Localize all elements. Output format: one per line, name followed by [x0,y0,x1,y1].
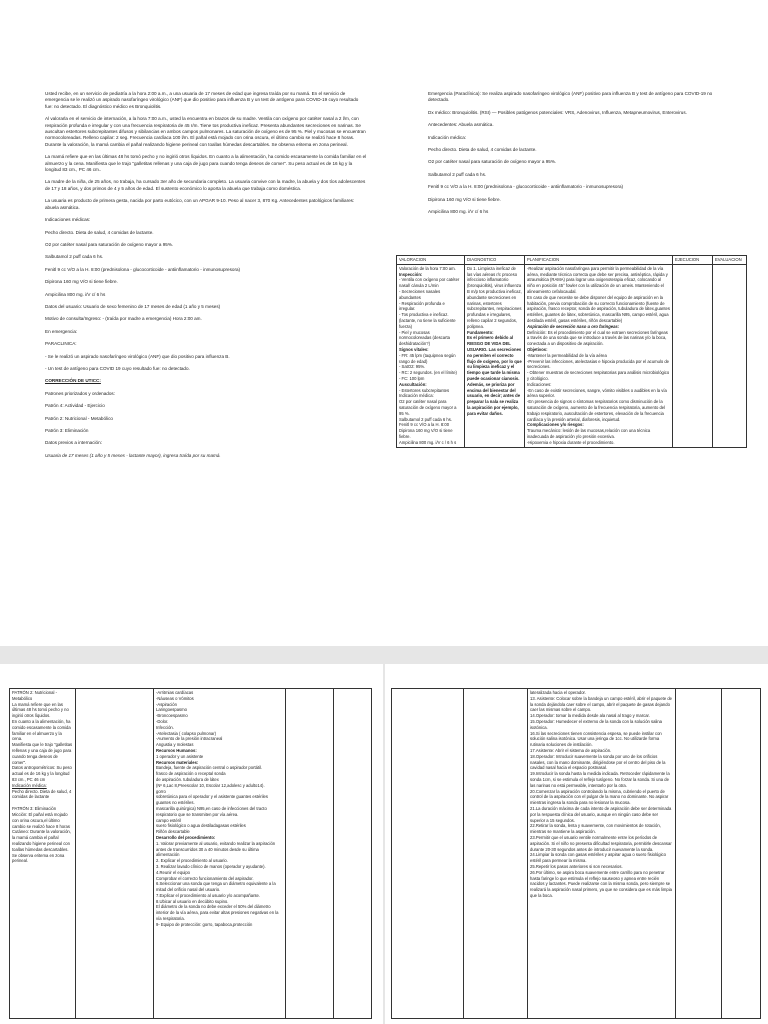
nursing-process-table [391,688,761,1019]
cell-line: sobretúnica para el operador y el asistente guantes estériles [156,794,268,800]
column-header: DIAGNOSTICO [465,256,525,265]
cell-line: - Tos productiva e ineficaz. (lactante, no tiene la suficiente fuerza) [399,312,456,329]
cell-line: - Obtener muestras de secreciones respiratorias para análisis microbiológico y citológico. [527,370,670,381]
cell-line: El diámetro de la sonda no debe exceder el 50% del diámetro interior de la vía aérea, para evitar altas presiones negativas en la vía respiratoria. [156,904,279,922]
cell-line: - FR: 45 lpm (taquipnea según rango de edad) [399,352,456,364]
cell-line: mascarilla quirúrgica) N95,en caso de infecciones del tracto respiratorio que se transmiten por vía aérea. [156,805,267,817]
planificacion-cell [154,689,286,1019]
paragraph: Salbutamol 2 puff cada 6 hs. [428,171,487,177]
cell-line: Trauma mecánico: lesión de las mucosas,relación con una técnica inadecuada de aspiración y/o presión excesiva. [527,428,651,439]
paragraph: Pecho directo. Dieta de salud, 4 comidas de lactante. [45,229,154,235]
cell-line: Complicaciones y/o riesgos: [527,422,584,428]
cell-line: Aspiración de secreción naso u oro faríngeas: [527,323,620,329]
cell-line: Dipirona 160 mg V/O si tiene fiebre. [399,428,453,439]
cell-line: - Piel y mucosas normocoloreadas (descarta deshidratación?) [399,329,450,347]
cell-line: 24.Limpiar la sonda con gasas estériles y aspirar agua o suero fisiológico estéril para permear la misma. [530,852,666,864]
cell-line: 18.Operador: Introducir suavemente la sonda por uno de los orificios nasales, con la mano dominante, dirigiéndose por el centro del piso de la cavidad nasal hacia el espacio postnasal. [530,753,666,771]
cell-line: En cuanto a la alimentación, ha comido escasamente la comida familiar en el almuerzo y la cena. [12,718,71,742]
paragraph: Patrón 2: Nutricional - Metabólico [45,415,113,421]
cell-line: - RC: 2 segundos. (en el límite) [399,370,457,376]
cell-line: - SatO2: 95%. [399,364,426,370]
cell-line: 3. Realizar lavado clínico de manos (operador y ayudante). [156,863,266,869]
cell-line: -Realizar aspiración nasofaríngea para permitir la permeabilidad de la vía aérea, mediante técnica correcta que debe ser precisa, antiséptica, rápida y atraumática (RAMA) para lograr una oxigenoterapia eficaz, colocando al niño en posición 45° fowler con la utilización de un ameis. Manteniendo el alineamiento cefalocaudal. [527,265,668,294]
cell-line: Infección. [156,724,174,730]
evaluacion-cell [713,264,747,447]
cell-line: guantes no estériles. [156,800,195,806]
paragraph: - Se le realizó un aspirado nasofaríngeo virológico (ANF) que dio positivo para influenza B. [45,353,230,359]
cell-line: Salbutamol 2 puff cada 6 hs. [399,416,453,422]
procedure-steps-cell [528,689,676,1019]
cell-line: Angustia y molestas [156,742,194,748]
paragraph: Dipirona 160 mg V/O si tiene fiebre. [45,279,118,285]
paragraph: Ampicilina 800 mg. i/V c/ 6 hs [428,209,489,215]
cell-line: 1. Valorar previamente al usuario, evitando realizar la aspiración antes de transcurridos 30 a 40 minutos desde su última alimentación [156,840,276,858]
patterns-cell [10,689,76,1019]
cell-line: suero fisiológico o agua destiladagasas estériles [156,823,246,829]
paragraph: Al valorarla en el servicio de internación, a la hora 7:00 a.m., usted la encuentra en brazos de su madre. Ventila con oxígeno por catéter nasal a 2 l/m, con respiración profunda e irregular y con una frecuencia respiratoria de 45 r/m. Tiene tos productiva ineficaz. Presenta abundantes secreciones en narinas. Se auscultan estertores subcrepitantes difusos y sibilancias en ambos campos pulmonares. La saturación de oxígeno es de 95 %. Piel y mucosas se encuentran normocoloreadas. Relleno capilar: 2 seg. Frecuencia cardíaca 100 l/m. El pañal está mojado con orina oscura, el último cambio se realizó hace 8 horas. Durante la valoración, la mamá cambia el pañal realizando higiene perineal con toallas húmedas descartables. Se observa eritema en zona perineal. [45,116,366,147]
cell-line: Indicación médica: [399,393,434,399]
diagnostico-cell [465,264,525,447]
cell-line: PATRÓN 2: Nutricional - Metabólico [12,690,57,701]
cell-line: Laringoespasmo [156,707,187,713]
paragraph: Datos previos a internación: [45,440,102,446]
indications-column [428,91,728,221]
cell-line: -Aumento de la presión intracraneal [156,736,223,742]
paragraph: Motivo de consulta/Ingreso: - (traída por madre a emergencia) Hora 2:00 am. [45,316,202,322]
empty-cell [722,689,761,1019]
empty-cell [286,689,334,1019]
paragraph: Emergencia (Paraclínica): Se realiza aspirado nasofaríngeo virológico (ANF) positivo para influenza B y test de antígeno para COVID-19 no detectado. [428,91,713,103]
nursing-process-table [9,688,372,1019]
cell-line: Indicaciones: [527,381,552,387]
empty-cell [76,689,154,1019]
nursing-process-table [396,255,747,448]
empty-cell [464,689,528,1019]
paragraph: Dx médico: Bronquiolitis. (RSI) — Posibles patógenos potenciales: VRS, Adenovirus, Influenza, Metapneumovirus, Enterovirus. [428,109,687,115]
paragraph: Patrón 3: Eliminación [45,428,89,433]
cell-line: -Prevenir las infecciones, atelectasias e hipoxia producida por el acumulo de secreciones. [527,358,669,370]
paragraph: Antecedentes: Abuela asmática. [428,122,494,128]
column-header: PLANIFICACION [525,256,673,265]
paragraph: Pecho directo. Dieta de salud, 4 comidas de lactante. [428,147,537,153]
paragraph: PARACLINICA: [45,341,77,347]
cell-line: 20.Comenzar la aspiración controlando la misma, cubriendo el puerto de control de la aspiración con el pulgar de la mano no dominante. No aspirar mientras ingresa la sonda para no lesionar la mucosa. [530,788,669,806]
cell-line: 21.La duración máxima de cada intento de aspiración debe ser determinada por la respuesta clínica del usuario, aunque en ningún caso debe ser superior a 15 segundos. [530,805,672,823]
cell-line: gorro [156,788,166,794]
cell-line: 23.Permitir que el usuario ventile normalmente entre los períodos de aspiración. Si el niño no presenta dificultad respiratoria, permitirle descansar durante 20-30 segundos antes de introducir nuevamente la sonda. [530,834,672,852]
cell-line: Inspección: [399,271,423,277]
cell-line: Fenitl 9 cc V/O a la H. 8:00 [399,422,450,428]
cell-line: 16.Si las secreciones tienen consistencia espesa, se puede instilar con solución salina isotónica. Usar una jeringa de 1cc. No utilizarde forma rutinaria soluciones de instilación. [530,730,662,748]
cell-line: lateralizada hacia el operador. [530,690,586,695]
cell-line: -Hipoxemia e hipoxia durante el procedimiento. [527,439,615,445]
cell-line: Comprobar el correcto funcionamiento del aspirador. [156,875,254,881]
cell-line: 25.Repetir los pasos anteriores si son necesarios. [530,863,623,869]
paragraph: Patrones priorizados y ordenados: [45,390,115,396]
ejecucion-cell [673,264,713,447]
cell-line: Pecho directo. Dieta de salud, 4 comidas de lactante [12,788,72,800]
document-page-2 [0,664,383,1024]
cell-line: 1 operador y un asistente [156,753,204,759]
cell-line: Indicación médica: [12,782,47,788]
cell-line: -En presencia de signos o síntomas respiratorios como disminución de la saturación de oxígeno, aumento de la frecuencia respiratoria, aumento del trabajo respiratorio, auscultación de estertores, elevación de la frecuencia cardíaca y la presión arterial, diaforesis, inquietud. [527,399,666,422]
paragraph: La mamá refiere que en las últimas 48 hs tomó pecho y no ingirió otros líquidos. En cuanto a la alimentación, ha comido escasamente la comida familiar en el almuerzo y la cena. Manifiesta que le trajo "galletitas rellenas y una caja de jugo para cuando tenga deseos de comer". Su peso actual es de 16 kg y la longitud 83 cm., PC 46 cm.. [45,154,367,173]
cell-line: - Estertores subcrepitantes [399,387,450,393]
column-header: EVALUACION [713,256,747,265]
cell-line: Riñón descartable [156,829,190,835]
cell-line: 9- Equipo de protección: gorro, tapaboca,protección [156,921,253,927]
empty-cell [334,689,372,1019]
cell-line: 17.Asistente: Abrir el sistema de aspiración. [530,747,612,753]
paragraph: Fenitl 9 cc V/O a la H. 8:00 (prednisolona - glucocorticoide - antiinflamatorio - inmunosupresora) [45,266,241,272]
planificacion-cell [525,264,673,447]
column-header: VALORACION [397,256,465,265]
cell-line: -En caso de existir secreciones, sangre, vómito visibles o audibles en la vía aérea superior. [527,387,667,399]
paragraph: O2 por catéter nasal para saturación de oxígeno mayor a 95%. [45,241,174,247]
cell-line: Dx 1. Limpieza ineficaz de las vías aéreas r/c proceso infeccioso inflamatorio (bronquiolitis), virus influenza B m/p tos productiva ineficaz, abundante secreciones en narinas, estertores subcrepitantes, respiraciones profundas e irregulares, relleno capilar 2 segundos, polipnea. [467,265,522,329]
cell-line: 2. Explicar el procedimiento al usuario. [156,858,228,864]
paragraph: Indicación médica: [428,134,467,140]
cell-line: - Ventila con oxígeno por catéter nasal/ cánula 2 L/min [399,277,460,289]
cell-line: -Arritmias cardíacas [156,690,194,695]
cell-line: La mamá refiere que en las últimas 48 hs tomó pecho y no ingirió otros líquidos. [12,701,69,719]
cell-line: -Atelectasia ( colapso pulmonar) [156,730,217,736]
cell-line: 13. Asistente: Colocar sobre la bandeja un campo estéril, abrir el paquete de la sonda dejándola caer sobre el campo, abrir el paquete de gasas dejando caer las mismas sobre el campo. [530,695,672,713]
cell-line: En caso de que necesite se debe disponer del equipo de aspiración en la habitación, previa comprobación de su correcto funcionamiento (fuente de aspiración, frasco receptor, sonda de aspiración, tubuladura de látex,guantes estériles, guantes de látex, sobretúnica, mascarilla N95, campo estéril, agua destilada estéril, gasas estériles, riñón descartable) [527,294,670,323]
valoracion-cell [397,264,465,447]
cell-line: Datos antropométricos: Su peso actual es de 16 kg y la longitud 83 cm., PC 46 cm [12,765,72,782]
cell-line: Objetivos: [527,346,548,352]
paragraph: Datos del usuario: Usuario de sexo femenino de 17 meses de edad (1 año y 5 meses) [45,303,221,309]
cell-line: - Secreciones nasales abundantes [399,288,441,300]
cell-line: Auscultación: [399,381,427,387]
cell-line: Recursos Humanos: [156,747,197,753]
paragraph: Usuaria de 17 meses (1 año y 5 meses - lactante mayor), ingresa traída por su mamá. [45,452,221,458]
cell-line: - FC: 100 lpm [399,375,425,381]
cell-line: Definición: Es el procedimiento por el cual se extraen secreciones faríngeas a través de una sonda que se introduce a través de las narinas y/o la boca, conectada a un dispositivo de aspiración. [527,329,668,347]
case-description-column [45,91,367,465]
paragraph: Ampicilina 800 mg. i/V c/ 6 hs [45,291,106,297]
cell-line: -Náuseas o Vómitos [156,695,194,701]
cell-line: -Broncoespasmo [156,713,188,719]
cell-line: Manifiesta que le trajo "galletitas rellenas y una caja de jugo para cuando tenga deseos de comer". [12,742,73,765]
cell-line: frasco de aspiración o receptal sonda [156,771,226,777]
paragraph: - Un test de antígeno para COVID 19 cuyo resultado fue: no detectado. [45,365,190,371]
paragraph: La usuaria es producto de primera gesta, nacida por parto eutócico, con un APGAR 9-10. Peso al nacer 3, 870 Kg. Antecedentes patológicos familiares: abuela asmática. [45,198,355,210]
document-page-3 [385,664,768,1024]
paragraph: Patrón 4: Actividad - Ejercicio [45,403,105,409]
cell-line: 22.Retirar la sonda, lenta y suavemente, con movimientos de rotación, mientras se mantiene la aspiración. [530,823,661,835]
paragraph: La madre de la niña, de 25 años, no trabaja, ha cursado 3er año de secundaria completo. La usuaria convive con la madre, la abuela y dos tíos adolescentes de 17 y 18 años, y dos primos de 4 y 5 años de edad. El sustento económico lo aporta la abuela que trabaja como doméstica. [45,179,366,191]
cell-line: Cutáneo: Durante la valoración, la mamá cambia el pañal realizando higiene perineal con toallas húmedas descartables. Se observa eritema en zona perineal. [12,829,71,864]
paragraph: Usted recibe, en un servicio de pediatría a la hora 2:00 a.m., a una usuaria de 17 meses de edad que ingresa traída por su mamá. En el servicio de emergencia se le realizó un aspirado nasofaríngeo virológico (ANF) que dio positivo para influenza B y un test de antígeno para COVID-19 cuyo resultado fue: no detectado. El diagnóstico médico es Bronquiolitis. [45,91,359,109]
cell-line: -Mantener la permeabilidad de la vía aérea [527,352,607,358]
cell-line: O2 por catéter nasal para saturación de oxígeno mayor a 95 %. [399,399,457,416]
cell-line: Fundamento: [467,329,494,335]
cell-line: - Respiración profunda e irregular. [399,300,445,312]
correction-heading: CORRECCIÓN DE UTICC: [45,378,101,384]
cell-line: Bandeja, fuente de aspiración central o aspirador portátil. [156,765,263,771]
cell-line: 4.Reunir el equipo [156,869,190,875]
cell-line: 26.Por último, se aspira boca suavemente entre carrillo para no penetrar hasta faringe lo que estimula el reflejo nauseoso y apnea entre recién nacidos y lactantes. Puede realizarse con la misma sonda, pero siempre se realizará la aspiración nasal primero, ya que se considera que es más limpia que la boca. [530,869,672,898]
paragraph: Salbutamol 2 puff cada 6 hs. [45,254,104,260]
paragraph: Indicaciones médicas: [45,217,91,223]
cell-line: 19.Introducir la sonda hasta la medida indicada. Retroceder rápidamente la sonda 1cm, si se estimula el reflejo tusígeno. No forzar la sonda. Si una de las narinas no está permeable, intentarlo por la otra. [530,771,670,788]
cell-line: 14.Operador: tomar la medida desde ala nasal al trago y marcar. [530,713,650,719]
empty-cell [676,689,722,1019]
paragraph: Dipirona 160 mg V/O si tiene fiebre. [428,196,501,202]
cell-line: Es el primero debido al RIESGO DE VIDA DEL USUARIO. Las secreciones no permiten el correcto flujo de oxígeno, por lo que su limpieza ineficaz y el tiempo que tarde la misma puede ocasionar cianosis. Además, se prioriza por encima del bienestar del usuario, en decir; antes de preparar la nala se realiza la aspiración por ejemplo, para evitar daños. [467,335,522,416]
cell-line: PATRÓN 3: Eliminación [12,806,57,812]
cell-line: Recursos materiales: [156,759,199,765]
cell-line: -Aspiración [156,701,177,707]
cell-line: 15.Operador: Humedecer el extremo de la sonda con la solución salina isotónica. [530,718,662,730]
paragraph: O2 por catéter nasal para saturación de oxígeno mayor a 95%. [428,159,557,165]
cell-line: Desarrollo del procedimiento: [156,834,216,840]
cell-line: 6.Seleccionar una sonda que tenga un diámetro equivalente a la mitad del orificio nasal del usuario. [156,881,276,893]
cell-line: 7.Explicar el procedimiento al usuario y/o acompañante. [156,892,261,898]
column-header: EJECUCION [673,256,713,265]
cell-line: Valoración de la hora 7:00 am. [399,265,456,271]
cell-line: 8.Ubicar al usuario en decúbito supino. [156,898,229,904]
empty-cell [392,689,464,1019]
paragraph: En emergencia: [45,328,78,334]
cell-line: Signos vitales: [399,346,429,352]
cell-line: (Nº 6,Lac 8,Preescolar 10, Escolar 12,adolesc y adulto14). [156,782,265,788]
cell-line: -Dolor. [156,718,169,724]
cell-line: Ampicilina 800 mg. i/V c / 6 h s [399,439,457,445]
cell-line: de aspiración. tubuladura de látex [156,776,219,782]
cell-line: campo estéril [156,817,181,823]
paragraph: Fenitl 9 cc V/O a la H. 8:00 (prednisolona - glucocorticoide - antiinflamatorio - inmunosupresora) [428,184,624,190]
cell-line: Micción: El pañal está mojado con orina oscura,el último cambio se realizó hace 8 horas [12,811,70,829]
